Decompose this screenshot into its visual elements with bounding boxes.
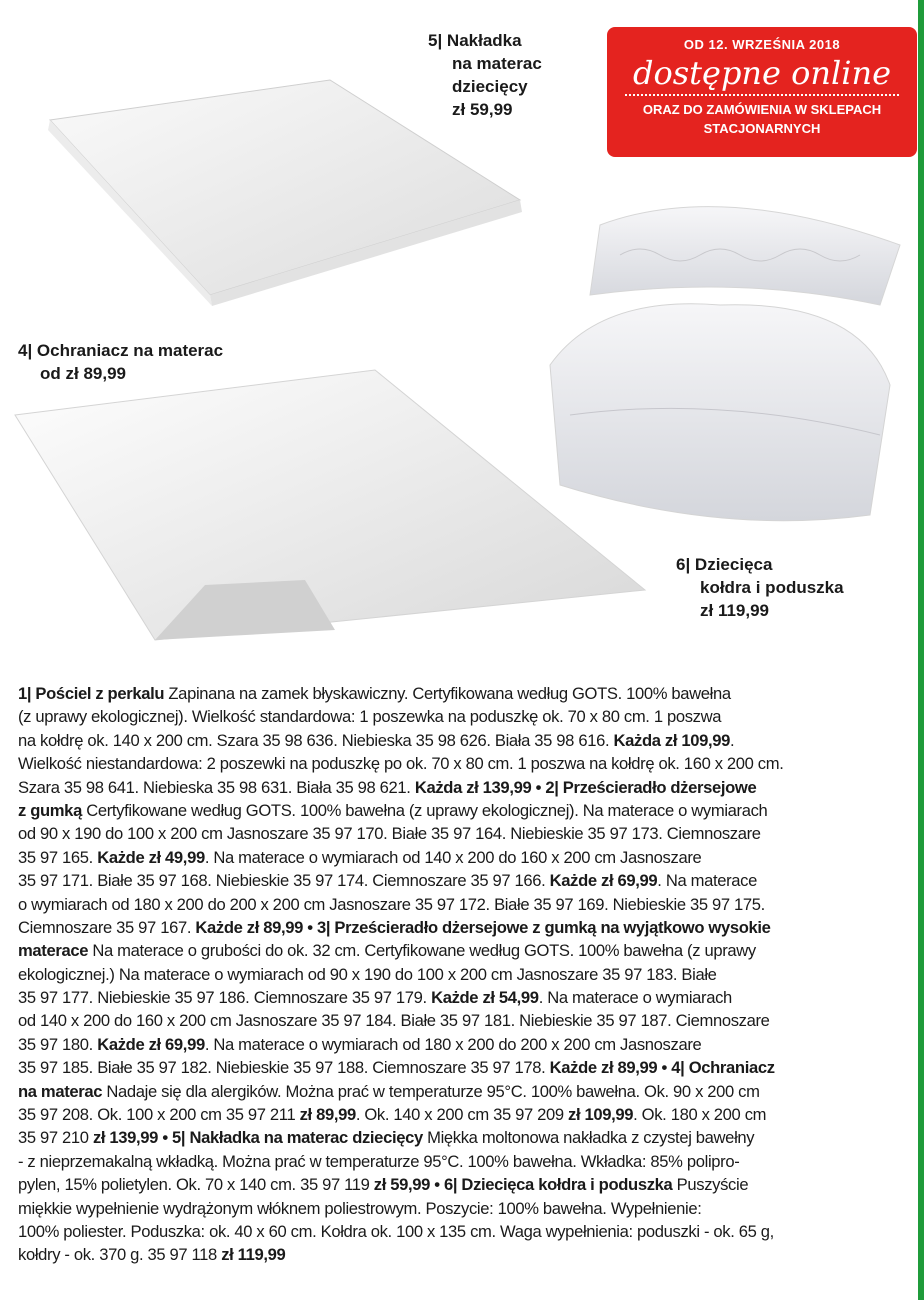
text: na kołdrę ok. 140 x 200 cm. Szara 35 98 636. Niebieska 35 98 626. Biała 35 98 616.	[18, 730, 614, 750]
description-line	[18, 799, 784, 822]
label-line: kołdra i poduszka	[700, 578, 844, 597]
product-label-5	[428, 29, 542, 121]
text: 35 97 210	[18, 1128, 93, 1148]
bold-text: Każde zł 89,99 • 4| Ochraniacz	[549, 1058, 775, 1078]
text: .	[730, 730, 735, 750]
text: od 90 x 190 do 100 x 200 cm Jasnoszare 35 97 170. Białe 35 97 164. Niebieskie 35 97 173. Ciemnoszare	[18, 824, 761, 844]
description-line	[18, 963, 784, 986]
label-line: 6| Dziecięca	[676, 555, 773, 574]
text: o wymiarach od 180 x 200 do 200 x 200 cm Jasnoszare 35 97 172. Białe 35 97 169. Niebieskie 35 97 175.	[18, 894, 765, 914]
text: 35 97 171. Białe 35 97 168. Niebieskie 35 97 174. Ciemnoszare 35 97 166.	[18, 871, 550, 891]
description-line	[18, 869, 784, 892]
bold-text: zł 109,99	[568, 1105, 634, 1125]
label-line: 4| Ochraniacz na materac	[18, 341, 224, 360]
description-line	[18, 1220, 784, 1243]
label-line: 5| Nakładka	[428, 31, 522, 50]
text: 100% poliester. Poduszka: ok. 40 x 60 cm. Kołdra ok. 100 x 135 cm. Waga wypełnienia: poduszki - ok. 65 g,	[18, 1221, 774, 1241]
bold-text: Każde zł 69,99	[549, 871, 658, 891]
description-line	[18, 916, 784, 939]
bold-text: Każde zł 69,99	[97, 1034, 205, 1054]
text: Miękka moltonowa nakładka z czystej bawełny	[422, 1128, 755, 1148]
text: miękkie wypełnienie wydrążonym włóknem poliestrowym. Poszycie: 100% bawełna. Wypełnienie:	[18, 1198, 702, 1218]
label-price: zł 119,99	[700, 601, 770, 620]
description-line	[18, 986, 784, 1009]
description-line	[18, 1197, 784, 1220]
text: pylen, 15% polietylen. Ok. 70 x 140 cm. 35 97 119	[18, 1175, 374, 1195]
text: Certyfikowane według GOTS. 100% bawełna (z uprawy ekologicznej). Na materace o wymiarach	[81, 800, 768, 820]
promo-headline: dostępne online	[632, 54, 892, 92]
bold-text: materace	[18, 941, 89, 961]
label-line: na materac	[452, 54, 542, 73]
bold-text: Każda zł 109,99	[613, 730, 730, 750]
product-label-6	[676, 553, 844, 622]
text: 35 97 208. Ok. 100 x 200 cm 35 97 211	[18, 1105, 300, 1125]
description-line	[18, 1009, 784, 1032]
description-line	[18, 729, 784, 752]
description-line	[18, 822, 784, 845]
text: . Ok. 140 x 200 cm 35 97 209	[355, 1105, 569, 1125]
text: Nadaje się dla alergików. Można prać w temperaturze 95°C. 100% bawełna. Ok. 90 x 200 cm	[102, 1081, 760, 1101]
text: 35 97 180.	[18, 1034, 98, 1054]
text: Szara 35 98 641. Niebieska 35 98 631. Biała 35 98 621.	[18, 777, 415, 797]
description-line	[18, 1080, 784, 1103]
text: . Na materace	[657, 871, 757, 891]
text: (z uprawy ekologicznej). Wielkość standardowa: 1 poszewka na poduszkę ok. 70 x 80 cm. 1 poszwa	[18, 707, 722, 727]
description-line	[18, 846, 784, 869]
description-line	[18, 705, 784, 728]
description-line	[18, 1033, 784, 1056]
text: . Ok. 180 x 200 cm	[633, 1105, 767, 1125]
label-line: dziecięcy	[452, 77, 528, 96]
text: . Na materace o wymiarach od 140 x 200 do 160 x 200 cm Jasnoszare	[204, 847, 702, 867]
bold-text: z gumką	[18, 800, 82, 820]
bold-text: zł 139,99 • 5| Nakładka na materac dziecięcy	[92, 1128, 423, 1148]
online-availability-banner	[607, 27, 917, 157]
text: Zapinana na zamek błyskawiczny. Certyfikowana według GOTS. 100% bawełna	[164, 684, 731, 703]
dotted-divider	[625, 94, 899, 96]
text: . Na materace o wymiarach od 180 x 200 do 200 x 200 cm Jasnoszare	[204, 1034, 702, 1054]
description-line	[18, 939, 784, 962]
text: 35 97 165.	[18, 847, 98, 867]
text: Ciemnoszare 35 97 167.	[18, 917, 196, 937]
text: kołdry - ok. 370 g. 35 97 118	[18, 1245, 222, 1265]
promo-date: OD 12. WRZEŚNIA 2018	[683, 37, 841, 52]
bold-text: Każde zł 54,99	[431, 988, 539, 1008]
text: Wielkość niestandardowa: 2 poszewki na poduszkę po ok. 70 x 80 cm. 1 poszwa na kołdrę ok. 160 x 200 cm.	[18, 754, 784, 774]
description-line	[18, 1173, 784, 1196]
text: Na materace o grubości do ok. 32 cm. Certyfikowane według GOTS. 100% bawełna (z uprawy	[88, 941, 756, 961]
bold-text: Każde zł 89,99 • 3| Prześcieradło dżersejowe z gumką na wyjątkowo wysokie	[195, 917, 771, 937]
bold-text: zł 119,99	[221, 1245, 286, 1265]
promo-subline: ORAZ DO ZAMÓWIENIA W SKLEPACH STACJONARNYCH	[642, 102, 882, 136]
description-line	[18, 1126, 784, 1149]
label-price: zł 59,99	[452, 100, 513, 119]
text: 35 97 185. Białe 35 97 182. Niebieskie 35 97 188. Ciemnoszare 35 97 178.	[18, 1058, 550, 1078]
description-line	[18, 1103, 784, 1126]
text: ekologicznej.) Na materace o wymiarach od 90 x 190 do 100 x 200 cm Jasnoszare 35 97 183. Białe	[18, 964, 717, 984]
description-line	[18, 776, 784, 799]
description-line	[18, 1056, 784, 1079]
label-price: od zł 89,99	[40, 364, 126, 383]
description-line	[18, 1150, 784, 1173]
bold-text: na materac	[18, 1081, 103, 1101]
text: . Na materace o wymiarach	[538, 988, 732, 1008]
bold-text: Każde zł 49,99	[97, 847, 205, 867]
text: 35 97 177. Niebieskie 35 97 186. Ciemnoszare 35 97 179.	[18, 988, 432, 1008]
description-line	[18, 893, 784, 916]
duvet-pillow-image	[540, 185, 920, 535]
description-line	[18, 682, 784, 705]
bold-text: zł 59,99 • 6| Dziecięca kołdra i poduszka	[373, 1175, 673, 1195]
bold-text: Każda zł 139,99 • 2| Prześcieradło dżersejowe	[414, 777, 757, 797]
description-line	[18, 1243, 784, 1266]
text: od 140 x 200 do 160 x 200 cm Jasnoszare 35 97 184. Białe 35 97 181. Niebieskie 35 97 187. Ciemnoszare	[18, 1011, 770, 1031]
product-description	[18, 682, 784, 1267]
description-line	[18, 752, 784, 775]
text: Puszyście	[672, 1175, 749, 1195]
bold-text: 1| Pościel z perkalu	[18, 684, 165, 703]
text: - z nieprzemakalną wkładką. Można prać w temperaturze 95°C. 100% bawełna. Wkładka: 85% polipro-	[18, 1151, 740, 1171]
product-label-4	[18, 339, 223, 385]
bold-text: zł 89,99	[299, 1105, 356, 1125]
